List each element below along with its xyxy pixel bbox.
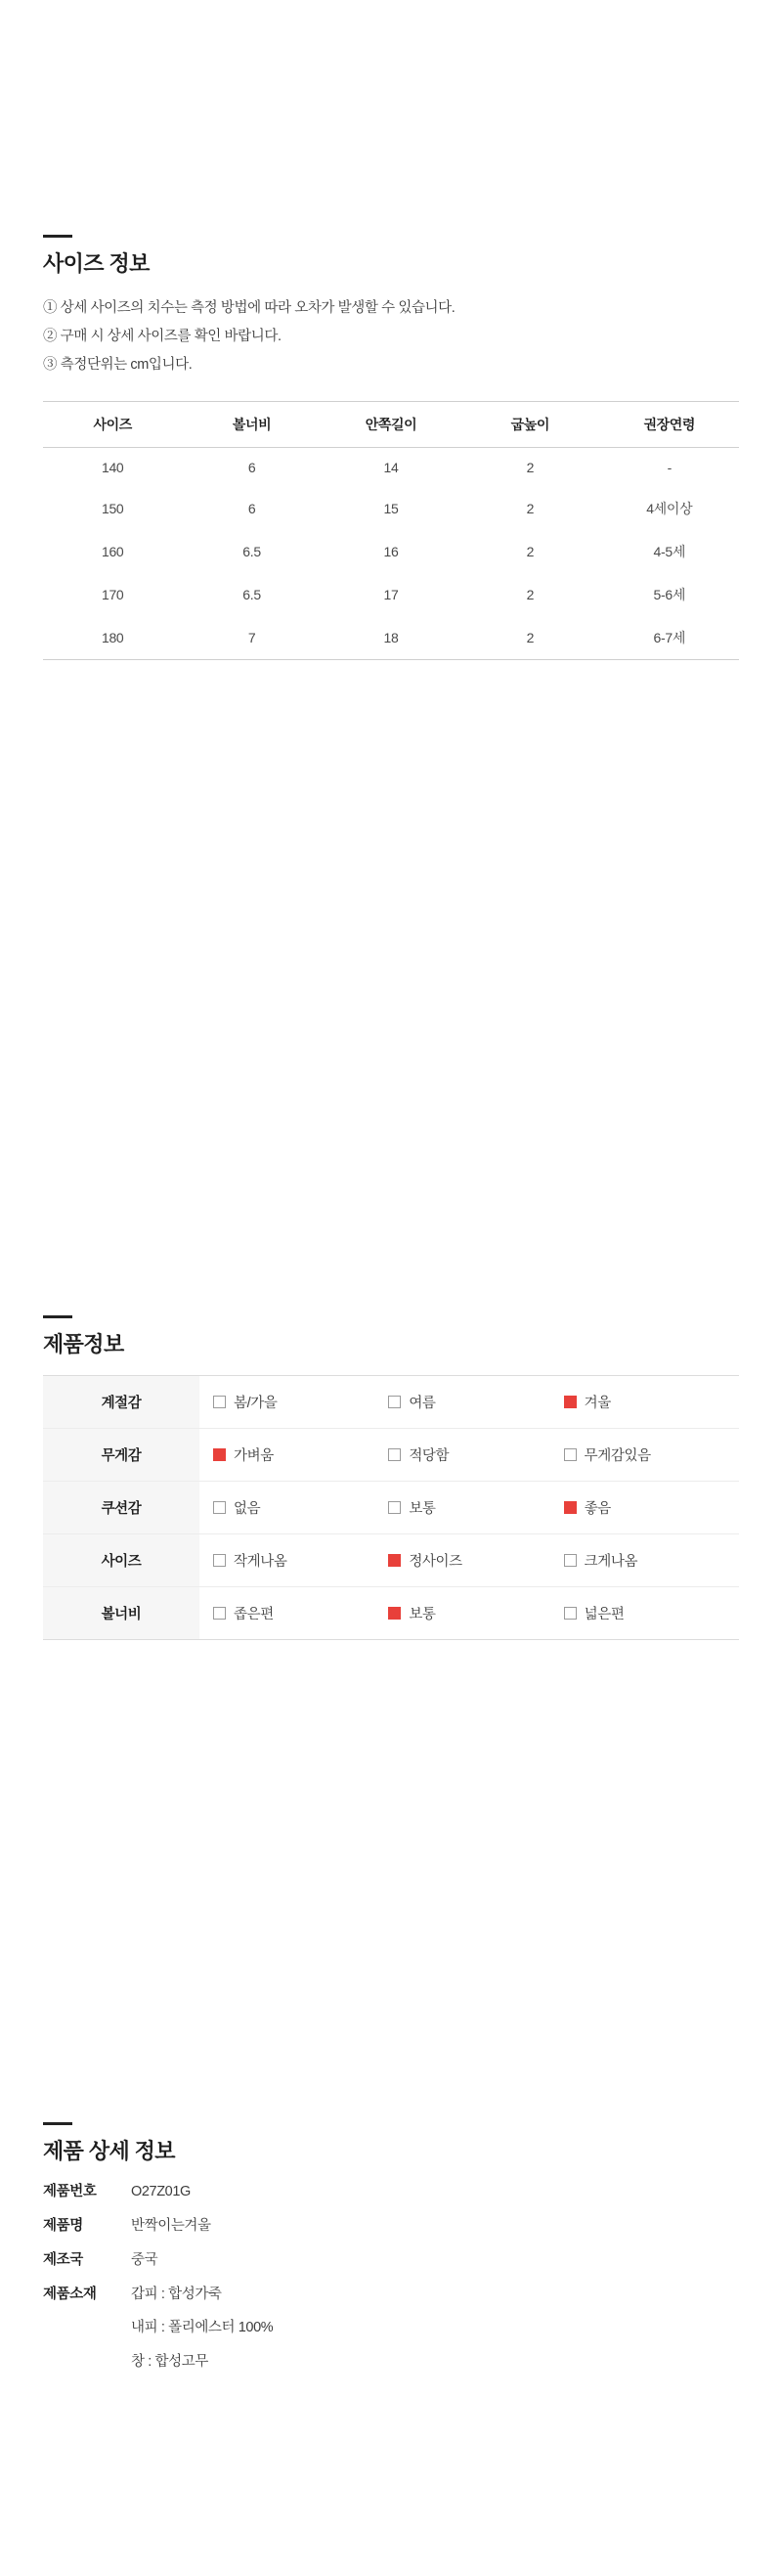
option-item[interactable] [199, 1603, 388, 1623]
size-cell: 7 [182, 616, 321, 660]
checkbox-icon[interactable] [213, 1554, 226, 1567]
checkbox-icon[interactable] [564, 1554, 577, 1567]
product-info-row-label: 쿠션감 [43, 1482, 199, 1534]
size-cell: - [667, 460, 672, 476]
detail-value-extra: 창 : 합성고무 [131, 2354, 208, 2371]
option-item[interactable] [388, 1497, 563, 1518]
detail-row [43, 2250, 739, 2272]
size-cell: 2 [526, 587, 535, 603]
checkbox-icon[interactable] [388, 1448, 401, 1461]
size-col-header: 권장연령 [600, 402, 739, 448]
size-cell: 16 [383, 544, 399, 560]
checkbox-icon[interactable] [213, 1607, 226, 1620]
table-row [43, 530, 739, 573]
option-label: 작게나옴 [234, 1554, 287, 1571]
detail-value: O27Z01G [131, 2184, 191, 2200]
size-cell: 140 [101, 460, 124, 476]
size-cell: 160 [101, 544, 124, 560]
option-label: 없음 [234, 1501, 261, 1518]
detail-row [43, 2182, 739, 2203]
detail-label: 제조국 [43, 2251, 83, 2268]
detail-info-section [43, 2122, 739, 2386]
size-cell: 180 [43, 616, 182, 660]
checkbox-icon[interactable] [213, 1396, 226, 1408]
product-info-row-label: 볼너비 [43, 1587, 199, 1640]
size-cell: 170 [101, 587, 124, 603]
option-label: 무게감있음 [584, 1448, 651, 1465]
size-col-header: 안쪽길이 [322, 402, 460, 448]
checkbox-checked-icon[interactable] [564, 1396, 577, 1408]
size-info-title: 사이즈 정보 [43, 251, 150, 276]
option-label: 넓은편 [584, 1607, 625, 1623]
size-col-header: 굽높이 [460, 402, 599, 448]
size-cell: 6 [247, 460, 256, 476]
size-cell: 4-5세 [653, 544, 686, 560]
option-item[interactable] [564, 1550, 739, 1571]
option-item[interactable] [199, 1550, 388, 1571]
option-group [199, 1497, 739, 1518]
size-cell: 14 [383, 460, 399, 476]
detail-value-extra: 내피 : 폴리에스터 100% [131, 2320, 274, 2336]
table-row [43, 487, 739, 530]
size-table-header-row [43, 402, 739, 448]
size-note: ③ 측정단위는 cm입니다. [43, 357, 193, 374]
option-item[interactable] [564, 1392, 739, 1412]
table-row [43, 1587, 739, 1640]
checkbox-icon[interactable] [213, 1501, 226, 1514]
option-item[interactable] [199, 1392, 388, 1412]
table-row [43, 1482, 739, 1534]
size-info-section [43, 235, 739, 660]
option-label: 좋음 [584, 1501, 611, 1518]
detail-label: 제품명 [43, 2218, 83, 2235]
option-item[interactable] [388, 1603, 563, 1623]
size-cell: 17 [383, 587, 399, 603]
size-cell: 6-7세 [600, 616, 739, 660]
table-row [43, 573, 739, 616]
product-info-row-label: 계절감 [43, 1376, 199, 1429]
product-info-table [43, 1375, 739, 1640]
detail-row [43, 2285, 739, 2374]
size-info-notes [43, 294, 739, 379]
size-col-header: 사이즈 [43, 402, 182, 448]
detail-value: 갑피 : 합성가죽 [131, 2286, 222, 2302]
size-cell: 150 [101, 501, 124, 517]
option-label: 정사이즈 [409, 1554, 462, 1571]
detail-value-group [131, 2285, 273, 2374]
option-label: 보통 [409, 1501, 436, 1518]
detail-value: 중국 [131, 2251, 158, 2268]
size-cell: 6.5 [242, 587, 261, 603]
table-row [43, 1429, 739, 1482]
option-item[interactable] [199, 1444, 388, 1465]
option-label: 적당함 [409, 1448, 450, 1465]
product-info-title: 제품정보 [43, 1332, 124, 1356]
table-row [43, 448, 739, 488]
option-label: 보통 [409, 1607, 436, 1623]
size-col-header: 볼너비 [182, 402, 321, 448]
section-rule [43, 1315, 72, 1318]
option-item[interactable] [564, 1444, 739, 1465]
checkbox-icon[interactable] [564, 1448, 577, 1461]
detail-label: 제품번호 [43, 2184, 97, 2200]
table-row [43, 616, 739, 660]
section-rule [43, 235, 72, 238]
option-label: 겨울 [584, 1396, 611, 1412]
checkbox-checked-icon[interactable] [388, 1607, 401, 1620]
size-note: ② 구매 시 상세 사이즈를 확인 바랍니다. [43, 329, 282, 345]
option-item[interactable] [388, 1392, 563, 1412]
option-label: 봄/가을 [234, 1396, 278, 1412]
detail-value: 반짝이는겨울 [131, 2218, 211, 2235]
size-cell: 2 [526, 460, 535, 476]
option-group [199, 1444, 739, 1465]
option-label: 좁은편 [234, 1607, 274, 1623]
size-cell: 6 [247, 501, 256, 517]
size-cell: 18 [322, 616, 460, 660]
table-row [43, 1534, 739, 1587]
size-cell: 5-6세 [653, 587, 686, 603]
checkbox-icon[interactable] [388, 1501, 401, 1514]
product-info-row-label: 무게감 [43, 1429, 199, 1482]
option-label: 여름 [409, 1396, 436, 1412]
size-cell: 2 [526, 544, 535, 560]
checkbox-checked-icon[interactable] [213, 1448, 226, 1461]
detail-label: 제품소재 [43, 2286, 97, 2302]
option-group [199, 1392, 739, 1412]
detail-info-title: 제품 상세 정보 [43, 2139, 175, 2163]
size-note: ① 상세 사이즈의 치수는 측정 방법에 따라 오차가 발생할 수 있습니다. [43, 300, 456, 317]
option-item[interactable] [388, 1444, 563, 1465]
option-item[interactable] [564, 1603, 739, 1623]
option-label: 가벼움 [234, 1448, 274, 1465]
size-table [43, 401, 739, 660]
size-cell: 2 [460, 616, 599, 660]
section-rule [43, 2122, 72, 2125]
option-item[interactable] [388, 1550, 563, 1571]
option-group [199, 1550, 739, 1571]
size-cell: 4세이상 [646, 501, 693, 517]
product-info-section [43, 1315, 739, 1640]
checkbox-checked-icon[interactable] [388, 1554, 401, 1567]
option-group [199, 1603, 739, 1623]
detail-row [43, 2216, 739, 2238]
size-cell: 6.5 [242, 544, 261, 560]
option-label: 크게나옴 [584, 1554, 638, 1571]
checkbox-checked-icon[interactable] [564, 1501, 577, 1514]
checkbox-icon[interactable] [388, 1396, 401, 1408]
size-cell: 2 [526, 501, 535, 517]
table-row [43, 1376, 739, 1429]
option-item[interactable] [199, 1497, 388, 1518]
checkbox-icon[interactable] [564, 1607, 577, 1620]
option-item[interactable] [564, 1497, 739, 1518]
size-cell: 15 [383, 501, 399, 517]
product-info-row-label: 사이즈 [43, 1534, 199, 1587]
